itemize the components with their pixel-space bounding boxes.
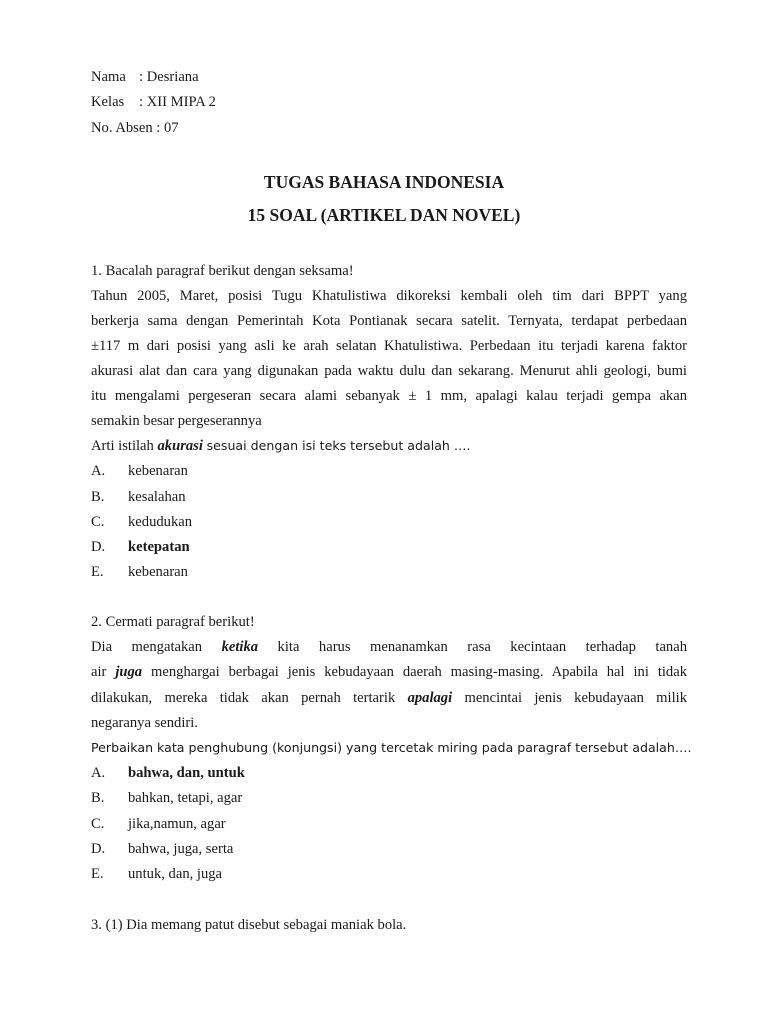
q1-option-b: B. kesalahan: [91, 489, 186, 505]
q1-para-line: ±117 m dari posisi yang asli ke arah selatan Khatulistiwa. Perbedaan itu terjadi karena faktor: [91, 338, 687, 354]
q1-option-d: D. ketepatan: [91, 539, 190, 555]
document-title: TUGAS BAHASA INDONESIA: [263, 172, 505, 192]
q3-prompt: 3. (1) Dia memang patut disebut sebagai maniak bola.: [91, 917, 407, 933]
nama-value: : Desriana: [139, 69, 199, 85]
q1-option-a: A. kebenaran: [91, 463, 188, 479]
q1-para-line: semakin besar pergeserannya: [91, 413, 262, 429]
absen-line: No. Absen : 07: [91, 120, 179, 136]
nama-label: Nama: [91, 69, 126, 85]
q2-option-d: D. bahwa, juga, serta: [91, 841, 234, 857]
q1-prompt: 1. Bacalah paragraf berikut dengan seksama!: [91, 263, 354, 279]
q2-para-line: air juga menghargai berbagai jenis kebudayaan daerah masing-masing. Apabila hal ini tidak: [91, 664, 688, 680]
q2-option-c: C. jika,namun, agar: [91, 816, 226, 832]
q2-option-a: A. bahwa, dan, untuk: [91, 765, 245, 781]
q2-option-b: B. bahkan, tetapi, agar: [91, 790, 243, 806]
q1-para-line: berkerja sama dengan Pemerintah Kota Pontianak secara satelit. Ternyata, terdapat perbedaan: [91, 313, 687, 329]
q1-question-pre: Arti istilah: [91, 438, 154, 454]
kelas-label: Kelas: [91, 94, 125, 110]
q2-option-e: E. untuk, dan, juga: [91, 866, 223, 882]
q1-para-line: Tahun 2005, Maret, posisi Tugu Khatulistiwa dikoreksi kembali oleh tim dari BPPT yang: [91, 288, 687, 304]
q1-option-e: E. kebenaran: [91, 564, 188, 580]
kelas-value: : XII MIPA 2: [139, 94, 216, 110]
q2-para-line: Dia mengatakan ketika kita harus menanamkan rasa kecintaan terhadap tanah: [91, 639, 687, 655]
q2-para-line: dilakukan, mereka tidak akan pernah tertarik apalagi mencintai jenis kebudayaan milik: [91, 690, 687, 706]
document-subtitle: 15 SOAL (ARTIKEL DAN NOVEL): [247, 205, 521, 225]
kelas-line: [91, 93, 216, 111]
q1-question: [91, 437, 471, 455]
q1-para-line: akurasi alat dan cara yang digunakan pada waktu dulu dan sekarang. Menurut ahli geologi, bumi: [91, 363, 687, 379]
q2-para-line: negaranya sendiri.: [91, 715, 198, 731]
q1-para-line: itu mengalami pergeseran secara alami sebanyak ± 1 mm, apalagi kalau terjadi gempa akan: [91, 388, 687, 404]
nama-line: [91, 68, 199, 86]
q1-question-post: sesuai dengan isi teks tersebut adalah ….: [206, 438, 471, 453]
q1-option-c: C. kedudukan: [91, 514, 193, 530]
q1-question-term: akurasi: [157, 438, 203, 454]
q2-prompt: 2. Cermati paragraf berikut!: [91, 614, 255, 630]
q2-question: Perbaikan kata penghubung (konjungsi) yang tercetak miring pada paragraf tersebut adalah….: [91, 740, 692, 755]
